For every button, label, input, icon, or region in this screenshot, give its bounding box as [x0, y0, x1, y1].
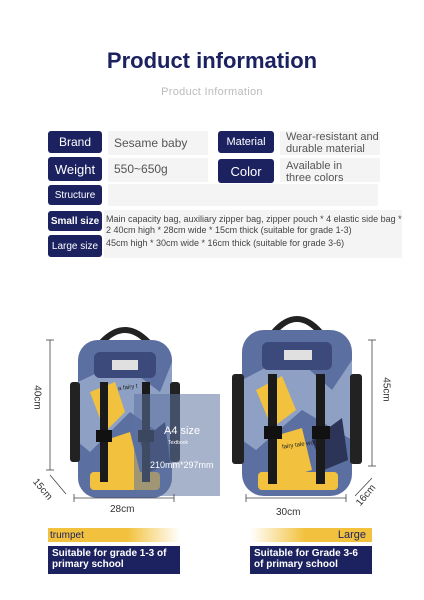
- color-tag: Color: [218, 159, 274, 183]
- small-caption: Suitable for grade 1-3 of primary school: [48, 546, 180, 574]
- large-size-value: 45cm high * 30cm wide * 16cm thick (suitable for grade 3-6): [106, 238, 345, 248]
- page-title: Product information: [106, 48, 318, 73]
- small-width-label: 28cm: [110, 504, 135, 515]
- small-height-label: 40cm: [31, 385, 43, 410]
- small-depth-label: 15cm: [30, 476, 55, 503]
- a4-subtitle: Textbook: [168, 440, 189, 446]
- weight-tag: Weight: [48, 157, 102, 181]
- small-size-value: Main capacity bag, auxiliary zipper bag, zipper pouch * 4 elastic side bag * 2 40cm high * 28cm wide * 15cm thick (suitable for grade 1-3): [106, 214, 402, 235]
- structure-tag: Structure: [48, 185, 102, 205]
- material-value: Wear-resistant and durable material: [286, 131, 379, 155]
- large-backpack-image: [232, 310, 362, 500]
- large-caption: Suitable for Grade 3-6 of primary school: [250, 546, 372, 574]
- a4-title: A4 size: [164, 425, 201, 437]
- small-ribbon-label: trumpet: [50, 529, 84, 541]
- small-ribbon: [48, 528, 180, 542]
- small-size-tag: Small size: [48, 211, 102, 231]
- large-ribbon: [250, 528, 372, 542]
- brand-value: Sesame baby: [114, 136, 188, 150]
- large-width-label: 30cm: [276, 507, 301, 518]
- color-value: Available in three colors: [286, 160, 344, 184]
- brand-tag: Brand: [48, 131, 102, 153]
- weight-value: 550~650g: [114, 162, 168, 176]
- large-ribbon-label: Large: [337, 529, 366, 541]
- large-bag-text-2: fairy tale world: [281, 439, 321, 451]
- large-depth-label: 16cm: [354, 482, 379, 509]
- material-tag: Material: [218, 131, 274, 153]
- a4-dimensions: 210mm*297mm: [150, 460, 214, 470]
- large-size-tag: Large size: [48, 235, 102, 257]
- page-subtitle: Product Information: [161, 86, 263, 98]
- large-height-label: 45cm: [380, 377, 392, 402]
- small-bag-text-1: a fairy t: [117, 383, 139, 393]
